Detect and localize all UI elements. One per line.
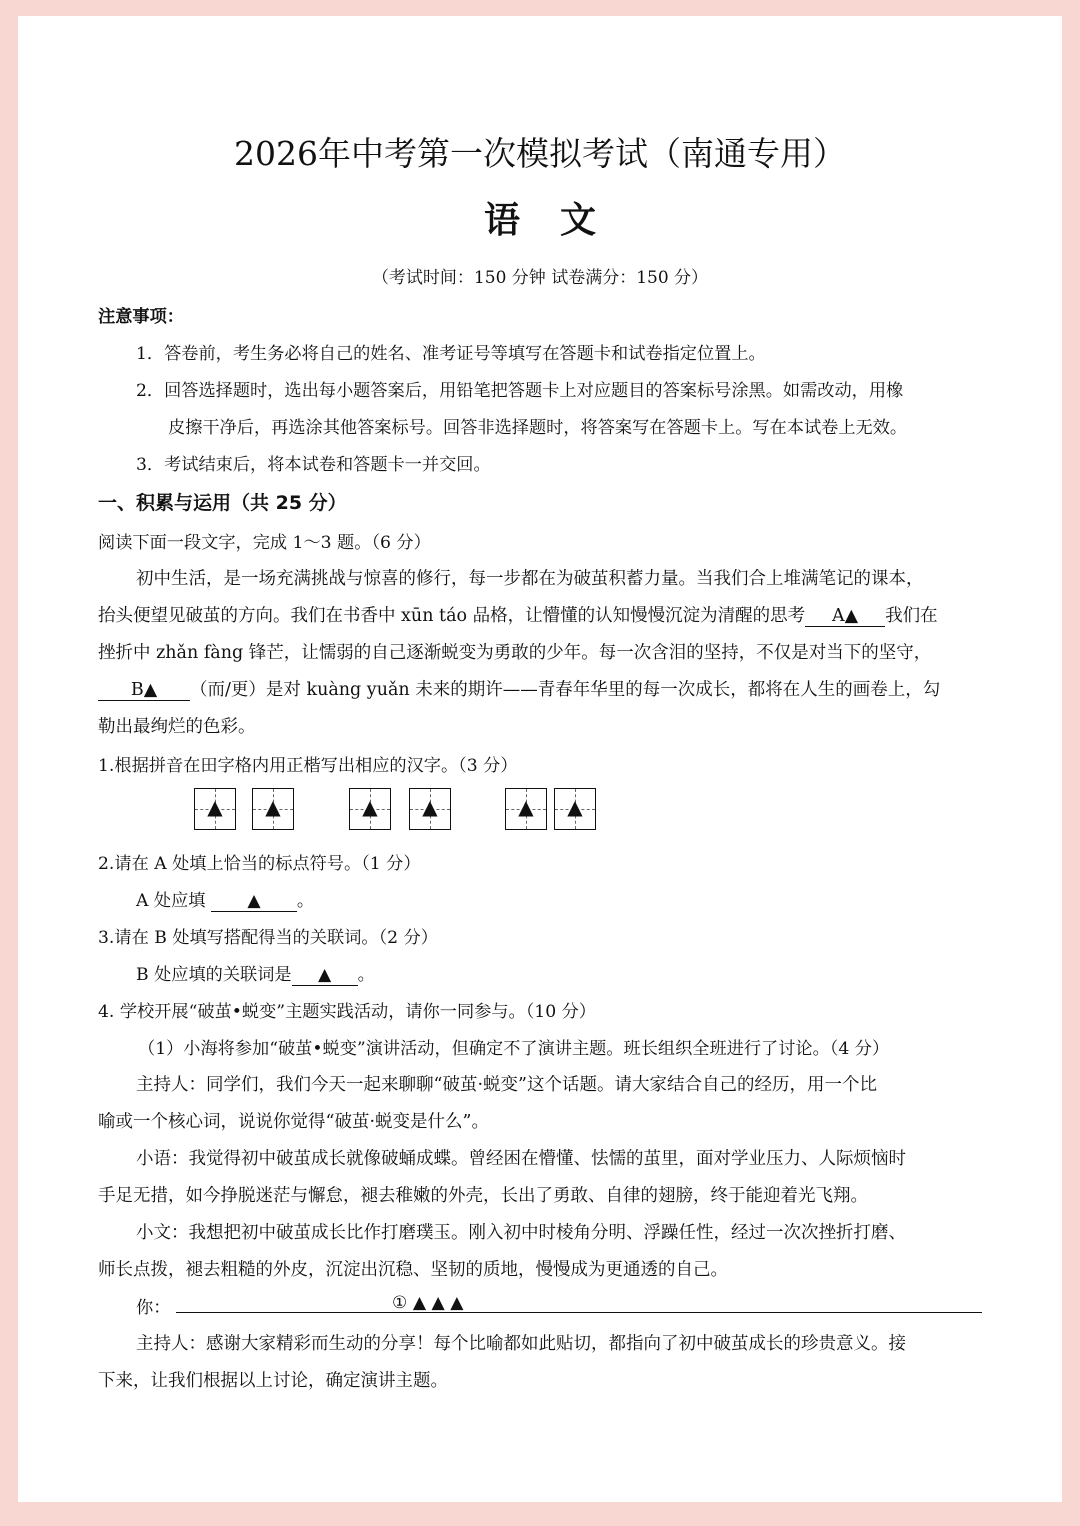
tianzige-box[interactable] — [554, 788, 596, 830]
you-label: 你： — [136, 1298, 171, 1318]
passage-line-3: 挫折中 zhǎn fàng 锋芒，让懦弱的自己逐渐蜕变为勇敢的少年。每一次含泪的坚持，不仅是对当下的坚守， — [98, 643, 932, 663]
answer-mark: ▲ — [518, 795, 534, 819]
passage-line-4-text: （而/更）是对 kuàng yuǎn 未来的期许——青春年华里的每一次成长，都将在人生的画卷上，勾 — [190, 680, 941, 700]
you-answer-line[interactable] — [176, 1312, 982, 1313]
host-speech-1b: 喻或一个核心词，说说你觉得“破茧·蜕变是什么”。 — [98, 1112, 489, 1132]
subject-title: 语文 — [483, 199, 636, 241]
passage-line-1: 初中生活，是一场充满挑战与惊喜的修行，每一步都在为破茧积蓄力量。当我们合上堆满笔记的课本， — [136, 569, 924, 589]
q2-suffix: 。 — [296, 891, 315, 911]
question-2-answer-line — [136, 886, 314, 912]
tianzige-box[interactable] — [194, 788, 236, 830]
exam-title: 2026年中考第一次模拟考试（南通专用） — [234, 134, 846, 173]
answer-mark: ▲ — [362, 795, 378, 819]
section-heading: 一、积累与运用（共 25 分） — [98, 492, 347, 514]
tianzige-box[interactable] — [409, 788, 451, 830]
passage-line-2 — [98, 602, 938, 627]
host-speech-2a: 主持人：感谢大家精彩而生动的分享！每个比喻都如此贴切，都指向了初中破茧成长的珍贵意义。接 — [136, 1334, 906, 1354]
passage-line-4 — [98, 676, 940, 701]
note-item-2b: 皮擦干净后，再选涂其他答案标号。回答非选择题时，将答案写在答题卡上。写在本试卷上无效。 — [168, 418, 908, 438]
passage-line-5: 勒出最绚烂的色彩。 — [98, 717, 256, 737]
question-4: 4. 学校开展“破茧•蜕变”主题实践活动，请你一同参与。（10 分） — [98, 1002, 596, 1022]
host-speech-1a: 主持人：同学们，我们今天一起来聊聊“破茧·蜕变”这个话题。请大家结合自己的经历，用一个比 — [136, 1075, 877, 1095]
passage-line-2a: 抬头便望见破茧的方向。我们在书香中 xūn táo 品格，让懵懂的认知慢慢沉淀为清醒的思考 — [98, 606, 806, 626]
note-item-2a: 2．回答选择题时，选出每小题答案后，用铅笔把答题卡上对应题目的答案标号涂黑。如需改动，用橡 — [136, 381, 904, 401]
answer-mark: ▲ — [207, 795, 223, 819]
exam-time-info: （考试时间：150 分钟 试卷满分：150 分） — [371, 268, 709, 288]
question-2: 2.请在 A 处填上恰当的标点符号。（1 分） — [98, 854, 421, 874]
question-3: 3.请在 B 处填写搭配得当的关联词。（2 分） — [98, 928, 438, 948]
answer-mark: ▲ — [567, 795, 583, 819]
tianzige-box[interactable] — [252, 788, 294, 830]
question-4-sub-1: （1）小海将参加“破茧•蜕变”演讲活动，但确定不了演讲主题。班长组织全班进行了讨论。（4 分） — [138, 1039, 890, 1059]
q2-blank[interactable]: ▲ — [211, 891, 297, 912]
question-1: 1.根据拼音在田字格内用正楷写出相应的汉字。（3 分） — [98, 756, 518, 776]
tianzige-box[interactable] — [505, 788, 547, 830]
q2-prefix: A 处应填 — [136, 891, 206, 911]
answer-mark: ▲ — [422, 795, 438, 819]
blank-a: A▲ — [805, 606, 885, 627]
answer-mark: ▲ — [265, 795, 281, 819]
q3-suffix: 。 — [357, 965, 375, 985]
exam-page — [18, 16, 1062, 1502]
q3-blank[interactable]: ▲ — [292, 965, 358, 986]
you-answer-mark: ① ▲ ▲ ▲ — [392, 1293, 464, 1313]
note-item-3: 3．考试结束后，将本试卷和答题卡一并交回。 — [136, 455, 491, 475]
xiaoyu-speech-a: 小语：我觉得初中破茧成长就像破蛹成蝶。曾经困在懵懂、怯懦的茧里，面对学业压力、人际烦恼时 — [136, 1149, 906, 1169]
host-speech-2b: 下来，让我们根据以上讨论，确定演讲主题。 — [98, 1371, 448, 1391]
xiaowen-speech-a: 小文：我想把初中破茧成长比作打磨璞玉。刚入初中时棱角分明、浮躁任性，经过一次次挫折打磨、 — [136, 1223, 906, 1243]
xiaowen-speech-b: 师长点拨，褪去粗糙的外皮，沉淀出沉稳、坚韧的质地，慢慢成为更通透的自己。 — [98, 1260, 728, 1280]
q3-prefix: B 处应填的关联词是 — [136, 965, 292, 985]
passage-line-2b: 我们在 — [885, 606, 938, 626]
tianzige-box[interactable] — [349, 788, 391, 830]
notes-heading: 注意事项： — [98, 307, 184, 327]
note-item-1: 1．答卷前，考生务必将自己的姓名、准考证号等填写在答题卡和试卷指定位置上。 — [136, 344, 766, 364]
xiaoyu-speech-b: 手足无措，如今挣脱迷茫与懈怠，褪去稚嫩的外壳，长出了勇敢、自律的翅膀，终于能迎着光飞翔。 — [98, 1186, 868, 1206]
reading-instruction: 阅读下面一段文字，完成 1～3 题。（6 分） — [98, 533, 431, 553]
question-3-answer-line — [136, 960, 375, 986]
blank-b: B▲ — [98, 680, 190, 701]
